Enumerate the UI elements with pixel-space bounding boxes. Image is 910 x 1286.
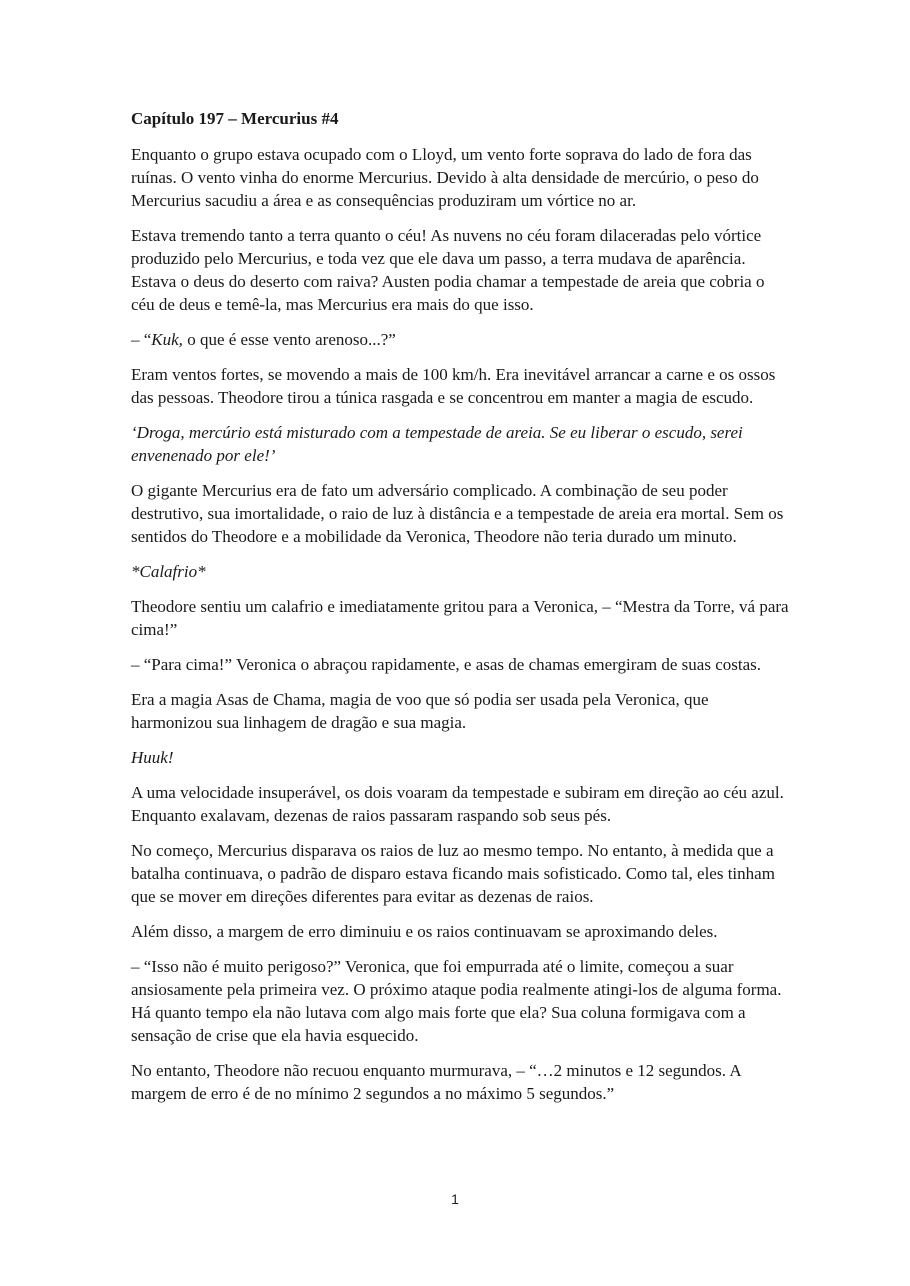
paragraph-6: O gigante Mercurius era de fato um adversário complicado. A combinação de seu poder destrutivo, sua imortalidade, o raio de luz à distância e a tempestade de areia era mortal. Sem os sentidos do Theodore e a mobilidade da Veronica, Theodore não teria durado um minuto. bbox=[131, 481, 784, 546]
paragraph-8: Theodore sentiu um calafrio e imediatamente gritou para a Veronica, – “Mestra da Torre, vá para cima!” bbox=[131, 597, 789, 639]
paragraph-10: Era a magia Asas de Chama, magia de voo que só podia ser usada pela Veronica, que harmonizou sua linhagem de dragão e sua magia. bbox=[131, 690, 709, 732]
dialogue-rest: o que é esse vento arenoso...?” bbox=[182, 330, 396, 349]
sound-effect-calafrio: *Calafrio* bbox=[131, 562, 206, 581]
thought-paragraph: ‘Droga, mercúrio está misturado com a tempestade de areia. Se eu liberar o escudo, serei envenenado por ele!’ bbox=[131, 423, 743, 465]
paragraph-12: A uma velocidade insuperável, os dois voaram da tempestade e subiram em direção ao céu azul. Enquanto exalavam, dezenas de raios passaram raspando sob seus pés. bbox=[131, 783, 784, 825]
paragraph-4: Eram ventos fortes, se movendo a mais de 100 km/h. Era inevitável arrancar a carne e os ossos das pessoas. Theodore tirou a túnica rasgada e se concentrou em manter a magia de escudo. bbox=[131, 365, 776, 407]
chapter-title: Capítulo 197 – Mercurius #4 bbox=[131, 109, 339, 128]
page-content bbox=[131, 107, 791, 1105]
paragraph-2: Estava tremendo tanto a terra quanto o céu! As nuvens no céu foram dilaceradas pelo vórtice produzido pelo Mercurius, e toda vez que ele dava um passo, a terra mudava de aparência. Estava o deus do deserto com raiva? Austen podia chamar a tempestade de areia que cobria o céu de deus e temê-la, mas Mercurius era mais do que isso. bbox=[131, 226, 765, 314]
paragraph-1: Enquanto o grupo estava ocupado com o Lloyd, um vento forte soprava do lado de fora das ruínas. O vento vinha do enorme Mercurius. Devido à alta densidade de mercúrio, o peso do Mercurius sacudiu a área e as consequências produziram um vórtice no ar. bbox=[131, 145, 759, 210]
paragraph-3 bbox=[131, 328, 791, 351]
paragraph-9: – “Para cima!” Veronica o abraçou rapidamente, e asas de chamas emergiram de suas costas. bbox=[131, 655, 761, 674]
italic-interjection: Kuk, bbox=[151, 330, 183, 349]
paragraph-14: Além disso, a margem de erro diminuiu e os raios continuavam se aproximando deles. bbox=[131, 922, 718, 941]
page-number: 1 bbox=[451, 1191, 459, 1207]
dialogue-open: – “ bbox=[131, 330, 152, 349]
paragraph-15: – “Isso não é muito perigoso?” Veronica, que foi empurrada até o limite, começou a suar ansiosamente pela primeira vez. O próximo ataque podia realmente atingi-los de alguma forma. Há quanto tempo ela não lutava com algo mais forte que ela? Sua coluna formigava com a sensação de crise que ela havia esquecido. bbox=[131, 957, 782, 1045]
paragraph-16: No entanto, Theodore não recuou enquanto murmurava, – “…2 minutos e 12 segundos. A margem de erro é de no mínimo 2 segundos a no máximo 5 segundos.” bbox=[131, 1061, 741, 1103]
sound-effect-huuk: Huuk! bbox=[131, 748, 174, 767]
paragraph-13: No começo, Mercurius disparava os raios de luz ao mesmo tempo. No entanto, à medida que a batalha continuava, o padrão de disparo estava ficando mais sofisticado. Como tal, eles tinham que se mover em direções diferentes para evitar as dezenas de raios. bbox=[131, 841, 775, 906]
